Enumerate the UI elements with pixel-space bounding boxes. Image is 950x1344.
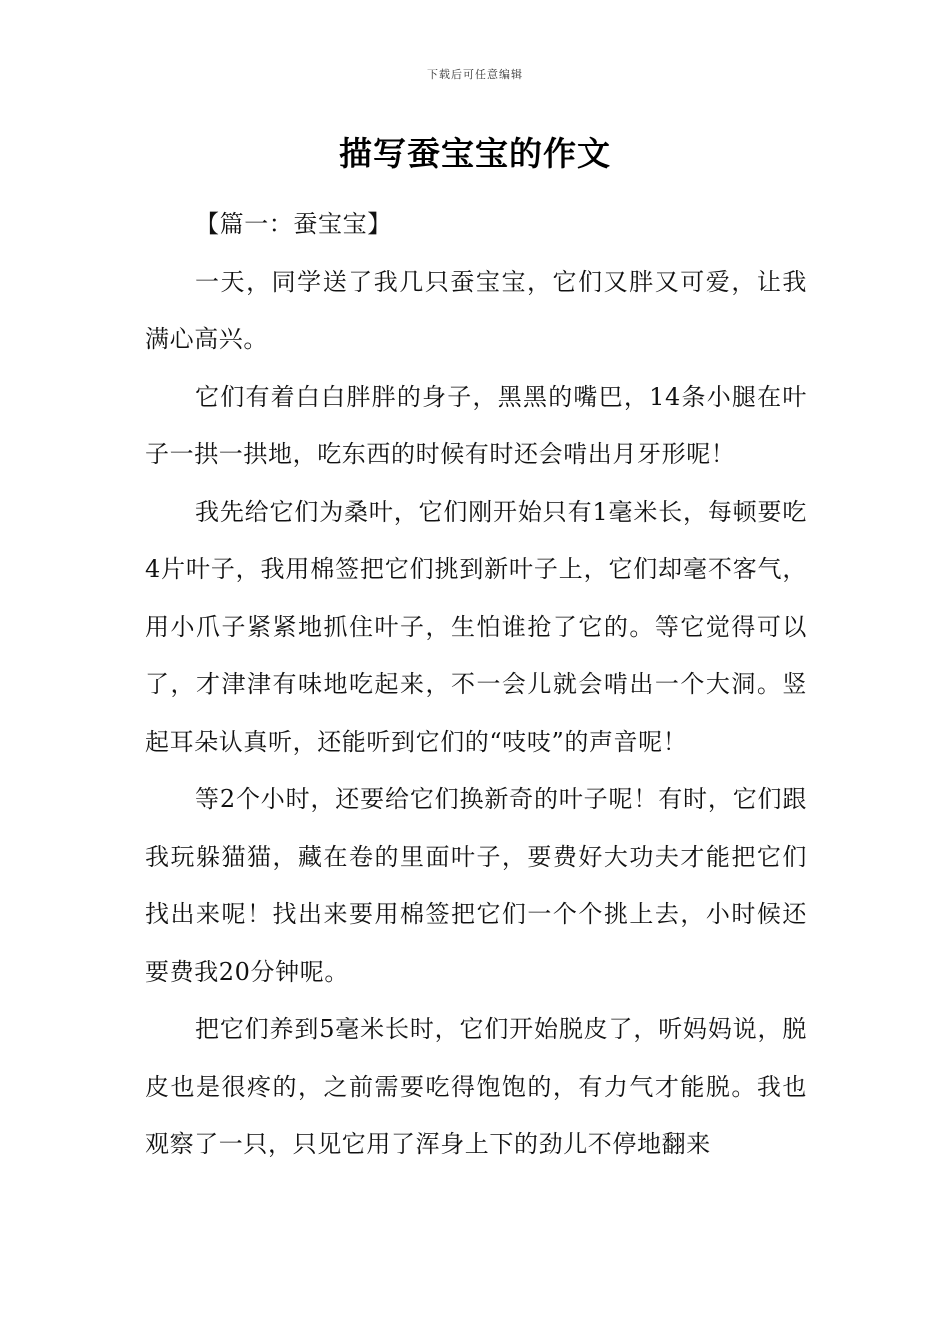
document-body [145,196,807,1174]
paragraph: 它们有着白白胖胖的身子，黑黑的嘴巴，14条小腿在叶子一拱一拱地，吃东西的时候有时还会啃出月牙形呢！ [145,382,807,468]
paragraph: 一天，同学送了我几只蚕宝宝，它们又胖又可爱，让我满心高兴。 [145,267,807,353]
paragraph: 等2个小时，还要给它们换新奇的叶子呢！有时，它们跟我玩躲猫猫，藏在卷的里面叶子，要费好大功夫才能把它们找出来呢！找出来要用棉签把它们一个个挑上去，小时候还要费我20分钟呢。 [145,785,807,986]
paragraph: 把它们养到5毫米长时，它们开始脱皮了，听妈妈说，脱皮也是很疼的，之前需要吃得饱饱的，有力气才能脱。我也观察了一只，只见它用了浑身上下的劲儿不停地翻来 [145,1015,807,1158]
header-note: 下载后可任意编辑 [427,68,523,81]
paragraph: 我先给它们为桑叶，它们刚开始只有1毫米长，每顿要吃4片叶子，我用棉签把它们挑到新叶子上，它们却毫不客气，用小爪子紧紧地抓住叶子，生怕谁抢了它的。等它觉得可以了，才津津有味地吃起来，不一会儿就会啃出一个大洞。竖起耳朵认真听，还能听到它们的“吱吱”的声音呢！ [145,497,807,756]
section-heading: 【篇一：蚕宝宝】 [195,210,392,238]
document-title: 描写蚕宝宝的作文 [339,134,611,173]
